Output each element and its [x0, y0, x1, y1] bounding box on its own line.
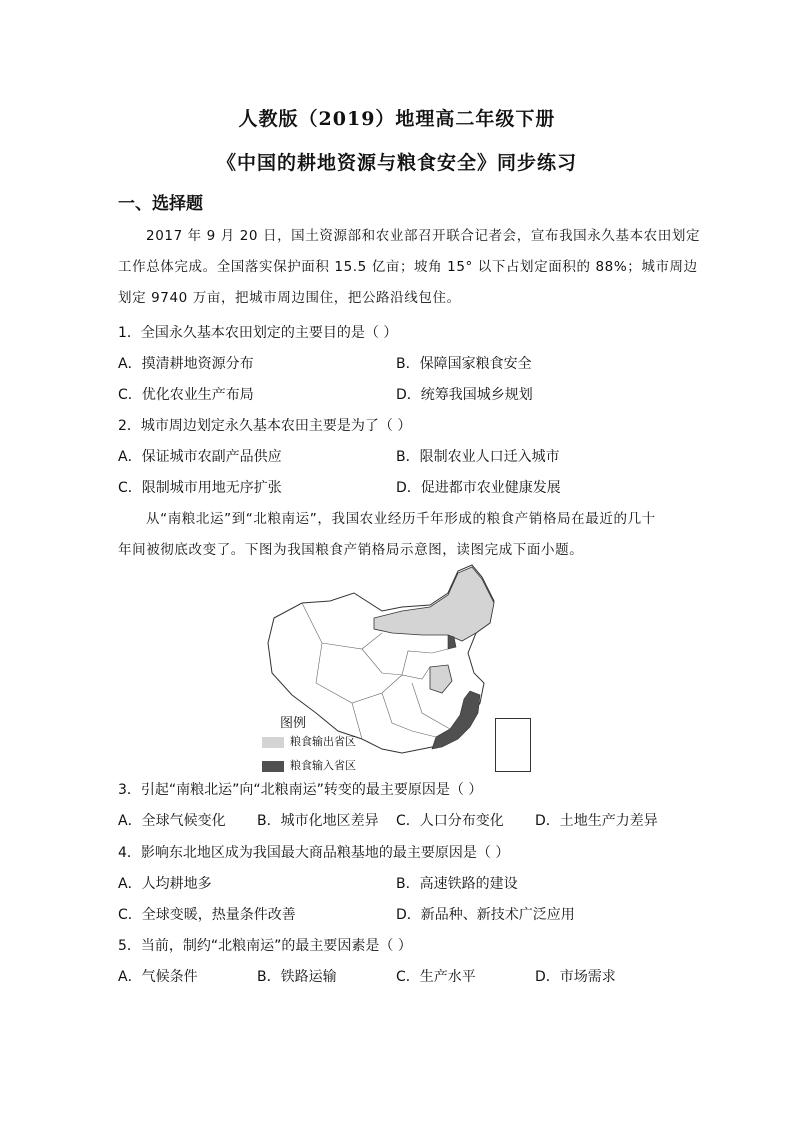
passage-1-line: 工作总体完成。全国落实保护面积 15.5 亿亩；坡角 15° 以下占划定面积的 88%；城市周边 [118, 259, 698, 275]
question-1-option-d: D．统筹我国城乡规划 [396, 387, 533, 403]
question-4-option-b: B．高速铁路的建设 [396, 876, 518, 892]
question-1-option-b: B．保障国家粮食安全 [396, 356, 532, 372]
legend-import-swatch [262, 761, 284, 772]
section-heading: 一、选择题 [118, 194, 203, 214]
question-2-stem: 2．城市周边划定永久基本农田主要是为了（ ） [118, 418, 412, 434]
question-4-option-d: D．新品种、新技术广泛应用 [396, 907, 575, 923]
question-3-option-c: C．人口分布变化 [396, 813, 504, 829]
question-4-option-c: C．全球变暖，热量条件改善 [118, 907, 296, 923]
question-3-option-a: A．全球气候变化 [118, 813, 226, 829]
passage-2 [118, 504, 702, 566]
south-sea-inset [495, 718, 531, 772]
passage-1-line: 划定 9740 万亩，把城市周边围住，把公路沿线包住。 [118, 290, 461, 306]
legend-import [262, 757, 356, 773]
question-5-option-c: C．生产水平 [396, 969, 476, 985]
passage-1-line: 2017 年 9 月 20 日，国土资源部和农业部召开联合记者会，宣布我国永久基本农田划定 [146, 228, 701, 244]
doc-title-line2: 《中国的耕地资源与粮食安全》同步练习 [216, 152, 577, 174]
legend-export-label: 粮食输出省区 [290, 735, 356, 748]
question-4-stem: 4．影响东北地区成为我国最大商品粮基地的最主要原因是（ ） [118, 845, 510, 861]
legend-title: 图例 [280, 716, 307, 731]
question-5-option-d: D．市场需求 [535, 969, 616, 985]
question-3-option-d: D．土地生产力差异 [535, 813, 658, 829]
question-2-option-b: B．限制农业人口迁入城市 [396, 449, 560, 465]
question-5-option-b: B．铁路运输 [257, 969, 337, 985]
question-2-option-a: A．保证城市农副产品供应 [118, 449, 282, 465]
question-1-stem: 1．全国永久基本农田划定的主要目的是（ ） [118, 325, 398, 341]
question-1-option-a: A．摸清耕地资源分布 [118, 356, 254, 372]
passage-2-line: 从“南粮北运”到“北粮南运”，我国农业经历千年形成的粮食产销格局在最近的几十 [146, 511, 656, 527]
question-2-option-d: D．促进都市农业健康发展 [396, 480, 561, 496]
legend-export [262, 733, 356, 749]
legend-export-swatch [262, 737, 284, 748]
question-1-option-c: C．优化农业生产布局 [118, 387, 254, 403]
passage-2-line: 年间被彻底改变了。下图为我国粮食产销格局示意图，读图完成下面小题。 [118, 542, 584, 558]
legend-import-label: 粮食输入省区 [290, 759, 356, 772]
question-3-stem: 3．引起“南粮北运”向“北粮南运”转变的最主要原因是（ ） [118, 782, 483, 798]
doc-title-line1: 人教版（2019）地理高二年级下册 [238, 108, 556, 130]
region-northeast-export [374, 567, 494, 641]
question-2-option-c: C．限制城市用地无序扩张 [118, 480, 282, 496]
question-5-stem: 5．当前，制约“北粮南运”的最主要因素是（ ） [118, 938, 412, 954]
question-4-option-a: A．人均耕地多 [118, 876, 212, 892]
passage-1 [118, 221, 702, 314]
question-5-option-a: A．气候条件 [118, 969, 198, 985]
question-3-option-b: B．城市化地区差异 [257, 813, 379, 829]
